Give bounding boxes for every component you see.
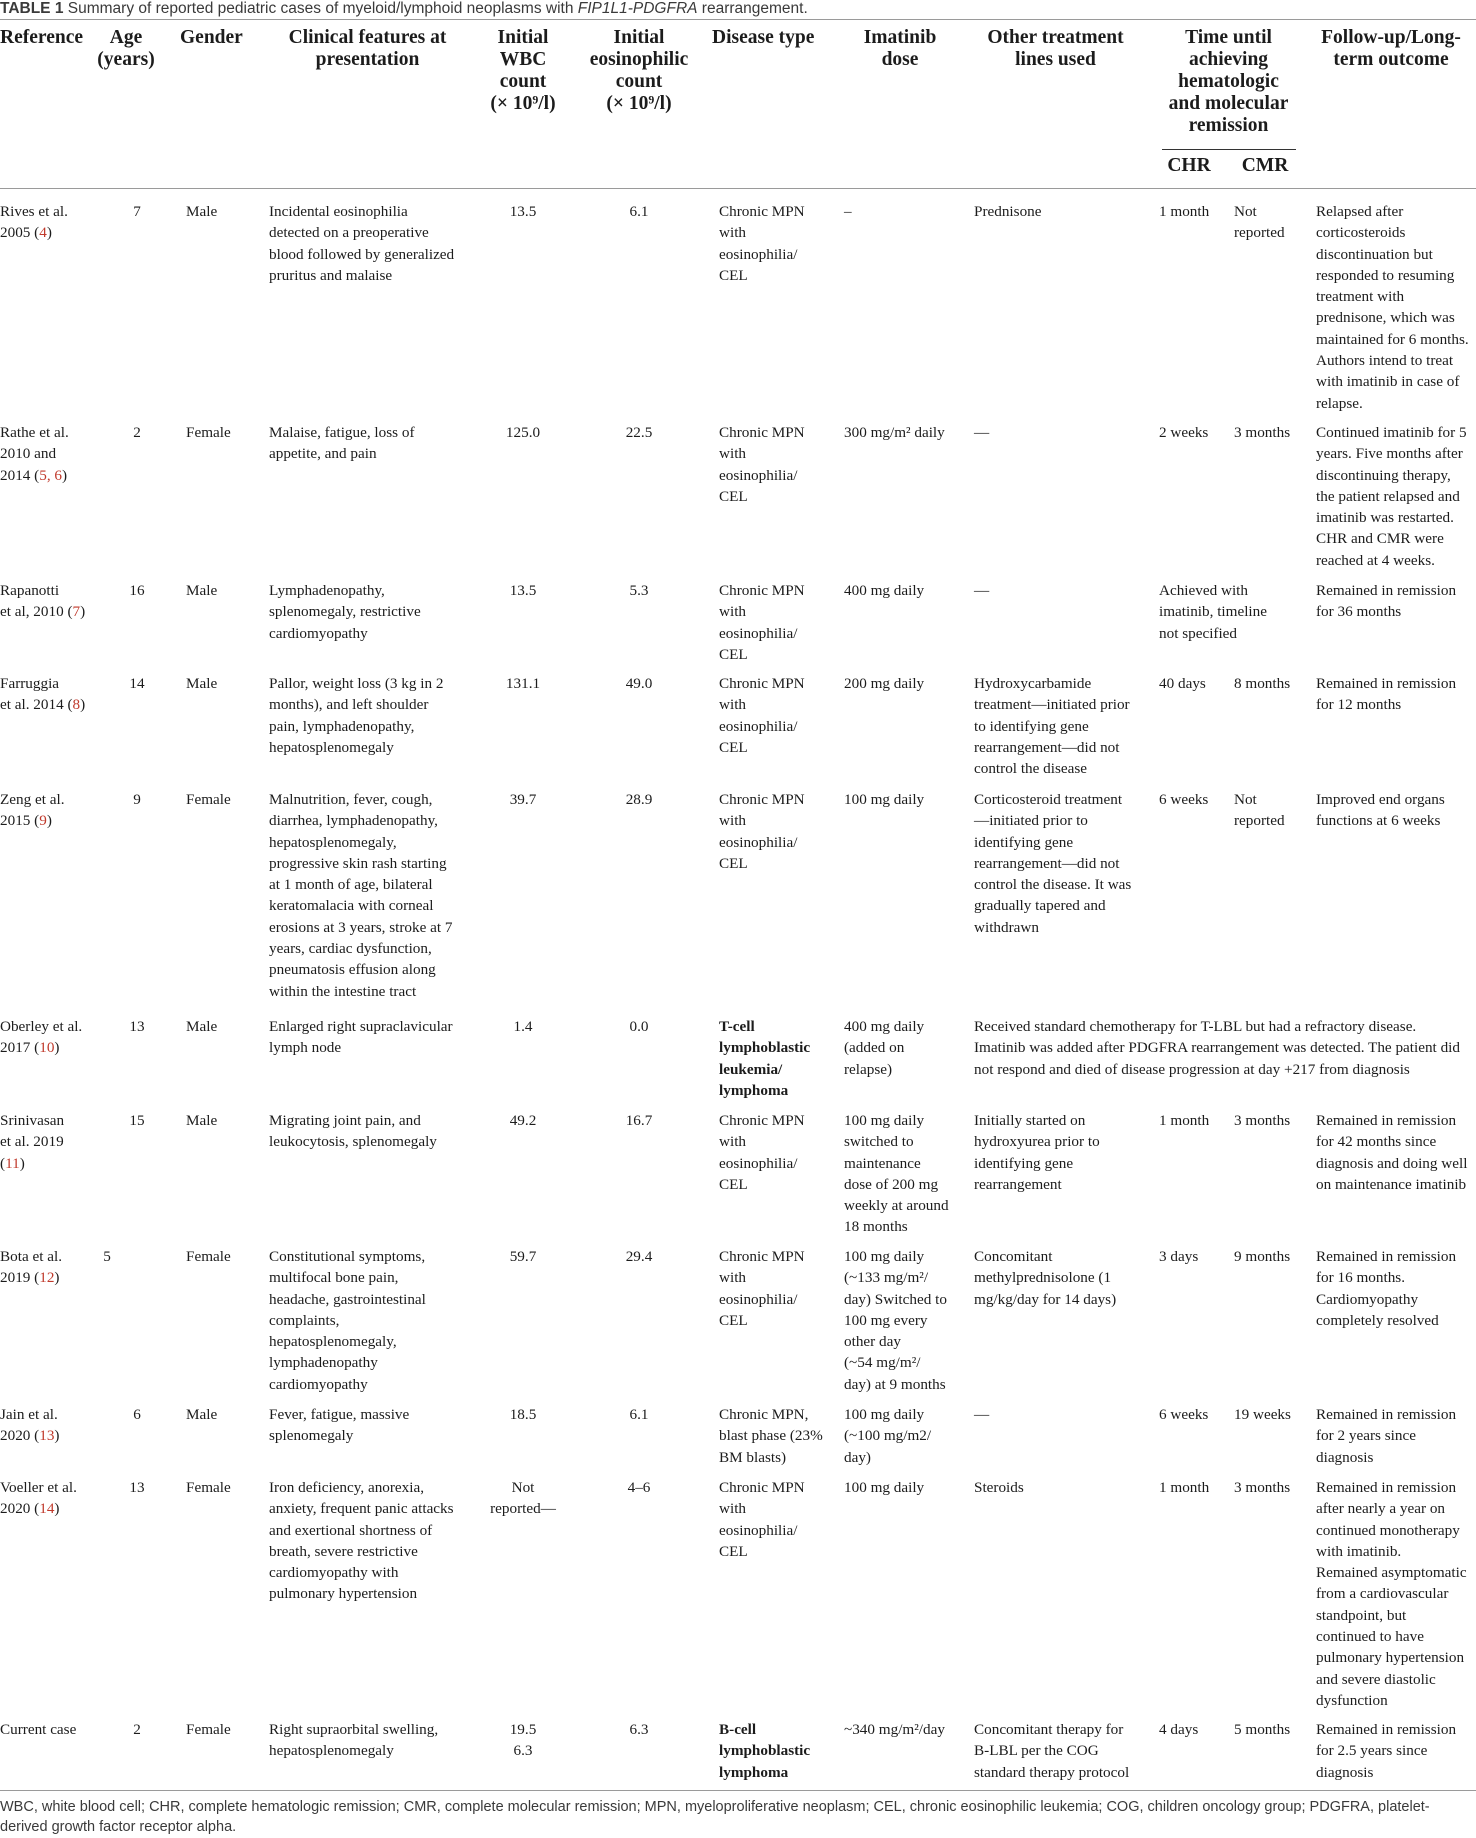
cell-clinical: Migrating joint pain, and leukocytosis, splenomegaly (269, 1112, 437, 1151)
cell-gender: Male (186, 675, 218, 692)
cell-eos: 5.3 (629, 582, 649, 599)
cell-wbc: 1.4 (513, 1018, 533, 1035)
cell-cmr: 5 months (1234, 1721, 1291, 1738)
cell-eos: 49.0 (625, 675, 653, 692)
header-time-underline (1162, 149, 1296, 150)
cell-cmr: 3 months (1234, 424, 1291, 441)
citation-link[interactable]: 11 (5, 1154, 20, 1172)
cell-chr: 6 weeks (1159, 1406, 1209, 1423)
cell-eos: 0.0 (629, 1018, 649, 1035)
citation-link[interactable]: 12 (39, 1269, 55, 1287)
cell-wbc: 59.7 (509, 1248, 537, 1265)
cell-chr: 3 days (1159, 1248, 1199, 1265)
header-reference: Reference (0, 27, 83, 48)
cell-other: Concomitant methylprednisolone (1 mg/kg/day for 14 days) (974, 1248, 1117, 1308)
header-time: Time until achieving hematologic and molecular remission (1168, 27, 1289, 136)
cell-dose: 400 mg daily (added on relapse) (844, 1018, 925, 1078)
caption-label: TABLE 1 (0, 0, 64, 17)
citation-link[interactable]: 13 (39, 1427, 55, 1445)
cell-dose: 400 mg daily (844, 582, 925, 599)
cell-clinical: Constitutional symptoms, multifocal bone pain, headache, gastrointestinal complaints, hepatosplenomegaly, lymphadenopathy cardiomyopathy (269, 1248, 426, 1393)
cell-reference: Voeller et al. 2020 (14) (0, 1479, 77, 1518)
cell-wbc: 125.0 (505, 424, 541, 441)
cell-chr: 2 weeks (1159, 424, 1209, 441)
cell-reference: Srinivasan et al. 2019 (11) (0, 1112, 65, 1172)
cell-gender: Female (186, 1721, 231, 1738)
cell-clinical: Malnutrition, fever, cough, diarrhea, lymphadenopathy, hepatosplenomegaly, progressive skin rash starting at 1 month of age, bilateral keratomalacia with corneal erosions at 3 years, stroke at 7 years, cardiac dysfunction, pneumatosis effusion along within the intestine tract (269, 791, 453, 1000)
gene-name: FIP1L1-PDGFRA (577, 0, 698, 17)
cell-reference: Current case (0, 1721, 77, 1738)
cell-wbc: 13.5 (509, 203, 537, 220)
cell-eos: 6.1 (629, 203, 649, 220)
cell-reference: Zeng et al. 2015 (9) (0, 791, 65, 830)
cell-clinical: Pallor, weight loss (3 kg in 2 months), and left shoulder pain, lymphadenopathy, hepatosplenomegaly (269, 675, 444, 756)
header-age: Age (years) (97, 27, 155, 70)
cell-wbc: 49.2 (509, 1112, 537, 1129)
cell-chr-cmr-span: Achieved with imatinib, timeline not specified (1159, 582, 1267, 642)
cell-gender: Male (186, 1112, 218, 1129)
cell-disease: Chronic MPN with eosinophilia/ CEL (719, 791, 805, 872)
cell-other: — (974, 424, 990, 441)
header-followup: Follow-up/Long- term outcome (1321, 27, 1461, 70)
cell-followup: Remained in remission for 16 months. Cardiomyopathy completely resolved (1316, 1248, 1457, 1329)
cell-followup: Remained in remission for 12 months (1316, 675, 1457, 714)
cell-disease: Chronic MPN with eosinophilia/ CEL (719, 1248, 805, 1329)
header-eos: Initial eosinophilic count (× 10⁹/l) (589, 27, 689, 114)
cell-cmr: 3 months (1234, 1479, 1291, 1496)
table-footnote: WBC, white blood cell; CHR, complete hematologic remission; CMR, complete molecular remission; MPN, myeloproliferative neoplasm; CEL, chronic eosinophilic leukemia; COG, children oncology group; PDGFRA, platelet- derived growth factor receptor alpha. (0, 1799, 1430, 1835)
cell-other: Steroids (974, 1479, 1024, 1496)
cell-followup: Relapsed after corticosteroids discontinuation but responded to resuming treatment with prednisone, which was maintained for 6 months. Authors intend to treat with imatinib in case of relapse. (1316, 203, 1469, 412)
cell-eos: 6.3 (629, 1721, 649, 1738)
cell-wbc: 13.5 (509, 582, 537, 599)
cell-chr: 1 month (1159, 203, 1210, 220)
cell-wbc: 39.7 (509, 791, 537, 808)
cell-other: Initially started on hydroxyurea prior to identifying gene rearrangement (974, 1112, 1100, 1193)
citation-link[interactable]: 8 (72, 696, 81, 714)
cell-dose: ~340 mg/m²/day (844, 1721, 945, 1738)
cell-age: 13 (129, 1479, 145, 1496)
cell-dose: 200 mg daily (844, 675, 925, 692)
cell-cmr: 19 weeks (1234, 1406, 1291, 1423)
cell-gender: Female (186, 1479, 231, 1496)
cell-followup: Remained in remission after nearly a year on continued monotherapy with imatinib. Remained asymptomatic from a cardiovascular standpoint, but continued to have pulmonary hypertension and severe diastolic dysfunction (1316, 1479, 1467, 1709)
cell-eos: 22.5 (625, 424, 653, 441)
cell-cmr: 9 months (1234, 1248, 1291, 1265)
cell-cmr: Not reported (1234, 791, 1285, 830)
header-rule (0, 188, 1476, 189)
cell-other: Prednisone (974, 203, 1042, 220)
cell-clinical: Right supraorbital swelling, hepatosplenomegaly (269, 1721, 439, 1760)
cell-reference: Rives et al. 2005 (4) (0, 203, 68, 242)
header-wbc: Initial WBC count (× 10⁹/l) (490, 27, 556, 114)
cell-chr: 6 weeks (1159, 791, 1209, 808)
citation-link[interactable]: 4 (39, 224, 47, 242)
cell-followup: Improved end organs functions at 6 weeks (1316, 791, 1445, 830)
cell-disease: Chronic MPN with eosinophilia/ CEL (719, 1112, 805, 1193)
cell-disease: Chronic MPN, blast phase (23% BM blasts) (719, 1406, 823, 1466)
cell-followup: Remained in remission for 2 years since diagnosis (1316, 1406, 1457, 1466)
cell-cmr: Not reported (1234, 203, 1285, 242)
cell-clinical: Incidental eosinophilia detected on a preoperative blood followed by generalized pruritus and malaise (269, 203, 455, 284)
top-rule (0, 19, 1476, 20)
cell-disease: Chronic MPN with eosinophilia/ CEL (719, 582, 805, 663)
cell-disease: Chronic MPN with eosinophilia/ CEL (719, 203, 805, 284)
header-other: Other treatment lines used (987, 27, 1124, 70)
header-gender: Gender (180, 27, 243, 48)
cell-eos: 28.9 (625, 791, 653, 808)
cell-age: 15 (129, 1112, 145, 1129)
cell-other: Concomitant therapy for B-LBL per the COG standard therapy protocol (974, 1721, 1130, 1781)
cell-wbc: 19.5 6.3 (509, 1721, 537, 1760)
cell-dose: – (844, 203, 852, 220)
cell-reference: Bota et al. 2019 (12) (0, 1248, 62, 1287)
citation-link[interactable]: 5, 6 (39, 466, 63, 484)
cell-other: Corticosteroid treatment —initiated prior to identifying gene rearrangement—did not control the disease. It was gradually tapered and withdrawn (974, 791, 1132, 936)
cell-dose: 100 mg daily (~100 mg/m2/ day) (844, 1406, 932, 1466)
cell-reference: Rathe et al. 2010 and 2014 (5, 6) (0, 424, 69, 484)
cell-dose: 100 mg daily (844, 1479, 925, 1496)
cell-disease: Chronic MPN with eosinophilia/ CEL (719, 424, 805, 505)
cell-age: 5 (103, 1248, 111, 1265)
cell-reference: Jain et al. 2020 (13) (0, 1406, 60, 1445)
cell-eos: 29.4 (625, 1248, 653, 1265)
cell-eos: 4–6 (627, 1479, 651, 1496)
citation-link[interactable]: 10 (39, 1039, 55, 1057)
cell-chr: 4 days (1159, 1721, 1199, 1738)
header-clinical: Clinical features at presentation (288, 27, 447, 70)
cell-age: 2 (133, 424, 141, 441)
cell-chr: 1 month (1159, 1112, 1210, 1129)
cell-clinical: Malaise, fatigue, loss of appetite, and pain (269, 424, 415, 463)
cell-followup: Remained in remission for 42 months since diagnosis and doing well on maintenance imatinib (1316, 1112, 1468, 1193)
cell-eos: 6.1 (629, 1406, 649, 1423)
cell-gender: Male (186, 582, 218, 599)
cell-dose: 100 mg daily (844, 791, 925, 808)
cell-age: 2 (133, 1721, 141, 1738)
cell-cmr: 8 months (1234, 675, 1291, 692)
cell-clinical: Iron deficiency, anorexia, anxiety, frequent panic attacks and exertional shortness of breath, severe restrictive cardiomyopathy with pulmonary hypertension (269, 1479, 454, 1603)
cell-reference: Farruggia et al. 2014 (8) (0, 675, 86, 714)
cell-disease: Chronic MPN with eosinophilia/ CEL (719, 675, 805, 756)
cell-age: 7 (133, 203, 141, 220)
cell-gender: Female (186, 424, 231, 441)
cell-gender: Male (186, 203, 218, 220)
header-imatinib: Imatinib dose (863, 27, 937, 70)
cell-disease: T-cell lymphoblastic leukemia/ lymphoma (719, 1018, 811, 1099)
cell-gender: Female (186, 1248, 231, 1265)
cell-age: 6 (133, 1406, 141, 1423)
cell-reference: Oberley et al. 2017 (10) (0, 1018, 83, 1057)
cell-gender: Female (186, 791, 231, 808)
cell-reference: Rapanotti et al, 2010 (7) (0, 582, 86, 621)
cell-wbc: 18.5 (509, 1406, 537, 1423)
cell-gender: Male (186, 1406, 218, 1423)
table-caption: TABLE 1 Summary of reported pediatric cases of myeloid/lymphoid neoplasms with FIP1L1-PDGFRA rearrangement. (0, 0, 808, 17)
header-disease: Disease type (712, 27, 815, 48)
citation-link[interactable]: 14 (39, 1500, 55, 1518)
citation-link[interactable]: 9 (39, 812, 47, 830)
cell-clinical: Enlarged right supraclavicular lymph node (269, 1018, 453, 1057)
cell-wbc: Not reported— (490, 1479, 556, 1518)
citation-link[interactable]: 7 (72, 603, 81, 621)
cell-clinical: Fever, fatigue, massive splenomegaly (269, 1406, 410, 1445)
header-cmr: CMR (1241, 155, 1289, 176)
cell-gender: Male (186, 1018, 218, 1035)
cell-dose: 100 mg daily (~133 mg/m²/ day) Switched to 100 mg every other day (~54 mg/m²/ day) at 9 months (844, 1248, 947, 1393)
cell-other: Hydroxycarbamide treatment—initiated prior to identifying gene rearrangement—did not control the disease (974, 675, 1130, 778)
header-chr: CHR (1167, 155, 1211, 176)
cell-other: — (974, 1406, 990, 1423)
cell-other: — (974, 582, 990, 599)
cell-chr: 1 month (1159, 1479, 1210, 1496)
cell-followup: Remained in remission for 2.5 years since diagnosis (1316, 1721, 1457, 1781)
cell-age: 9 (133, 791, 141, 808)
cell-cmr: 3 months (1234, 1112, 1291, 1129)
cell-wbc: 131.1 (505, 675, 541, 692)
cell-age: 16 (129, 582, 145, 599)
cell-eos: 16.7 (625, 1112, 653, 1129)
cell-followup: Remained in remission for 36 months (1316, 582, 1457, 621)
cell-spanning-note: Received standard chemotherapy for T-LBL but had a refractory disease. Imatinib was added after PDGFRA rearrangement was detected. The patient did not respond and died of disease progression at day +217 from diagnosis (974, 1018, 1460, 1078)
cell-followup: Continued imatinib for 5 years. Five months after discontinuing therapy, the patient relapsed and imatinib was restarted. CHR and CMR were reached at 4 weeks. (1316, 424, 1467, 569)
cell-disease: Chronic MPN with eosinophilia/ CEL (719, 1479, 805, 1560)
cell-chr: 40 days (1159, 675, 1206, 692)
cell-dose: 300 mg/m² daily (844, 424, 945, 441)
cell-age: 14 (129, 675, 145, 692)
cell-dose: 100 mg daily switched to maintenance dose of 200 mg weekly at around 18 months (844, 1112, 949, 1236)
cell-clinical: Lymphadenopathy, splenomegaly, restrictive cardiomyopathy (269, 582, 421, 642)
cell-age: 13 (129, 1018, 145, 1035)
bottom-rule (0, 1790, 1476, 1791)
cell-disease: B-cell lymphoblastic lymphoma (719, 1721, 811, 1781)
